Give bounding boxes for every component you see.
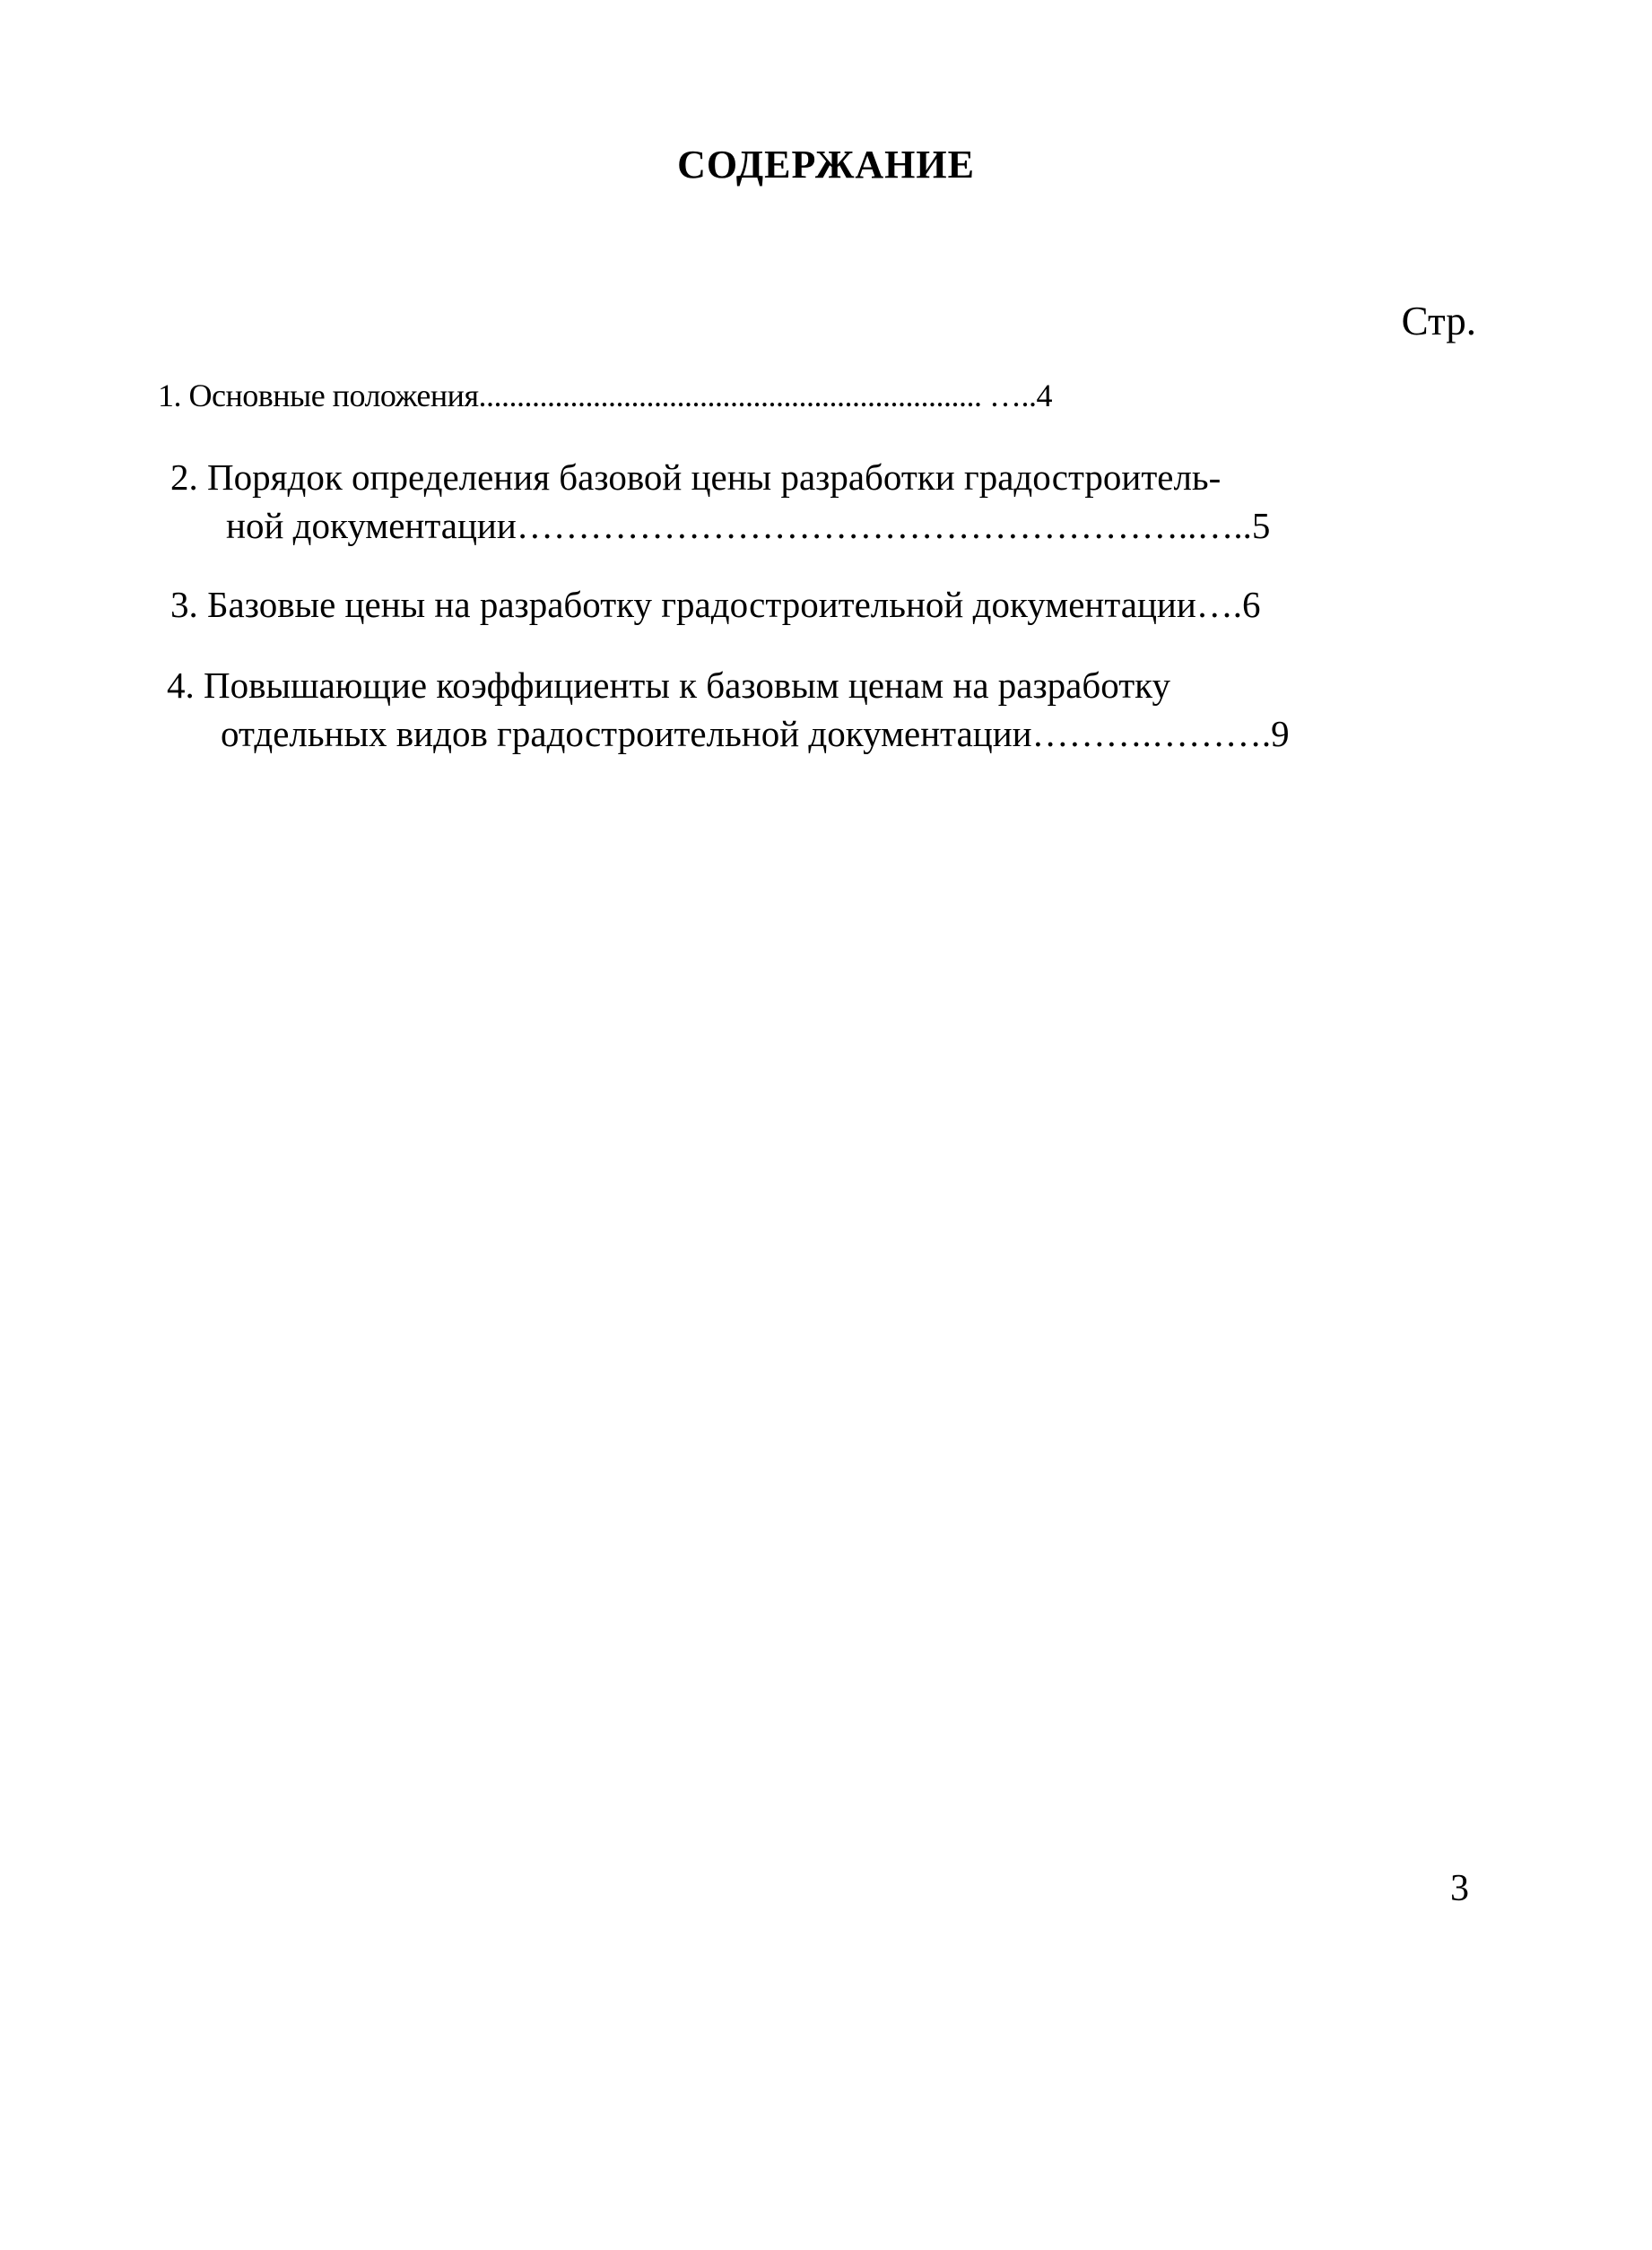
toc-item-1[interactable]: 1. Основные положения.................................................................. …..4 — [158, 378, 1052, 413]
toc-item-3[interactable]: 3. Базовые цены на разработку градостроительной документации….6 — [170, 584, 1261, 625]
toc-item-2[interactable]: 2. Порядок определения базовой цены разработки градостроитель- — [170, 456, 1222, 498]
page-column-label: Стр. — [1401, 299, 1476, 343]
toc-item-2-continued[interactable]: ной документации………………………………………………..…..5 — [226, 505, 1271, 546]
toc-item-4-continued[interactable]: отдельных видов градостроительной документации……….……….9 — [221, 713, 1290, 754]
toc-item-4[interactable]: 4. Повышающие коэффициенты к базовым ценам на разработку — [167, 665, 1170, 706]
page-number: 3 — [1450, 1868, 1469, 1909]
page-title: СОДЕРЖАНИЕ — [677, 143, 975, 187]
